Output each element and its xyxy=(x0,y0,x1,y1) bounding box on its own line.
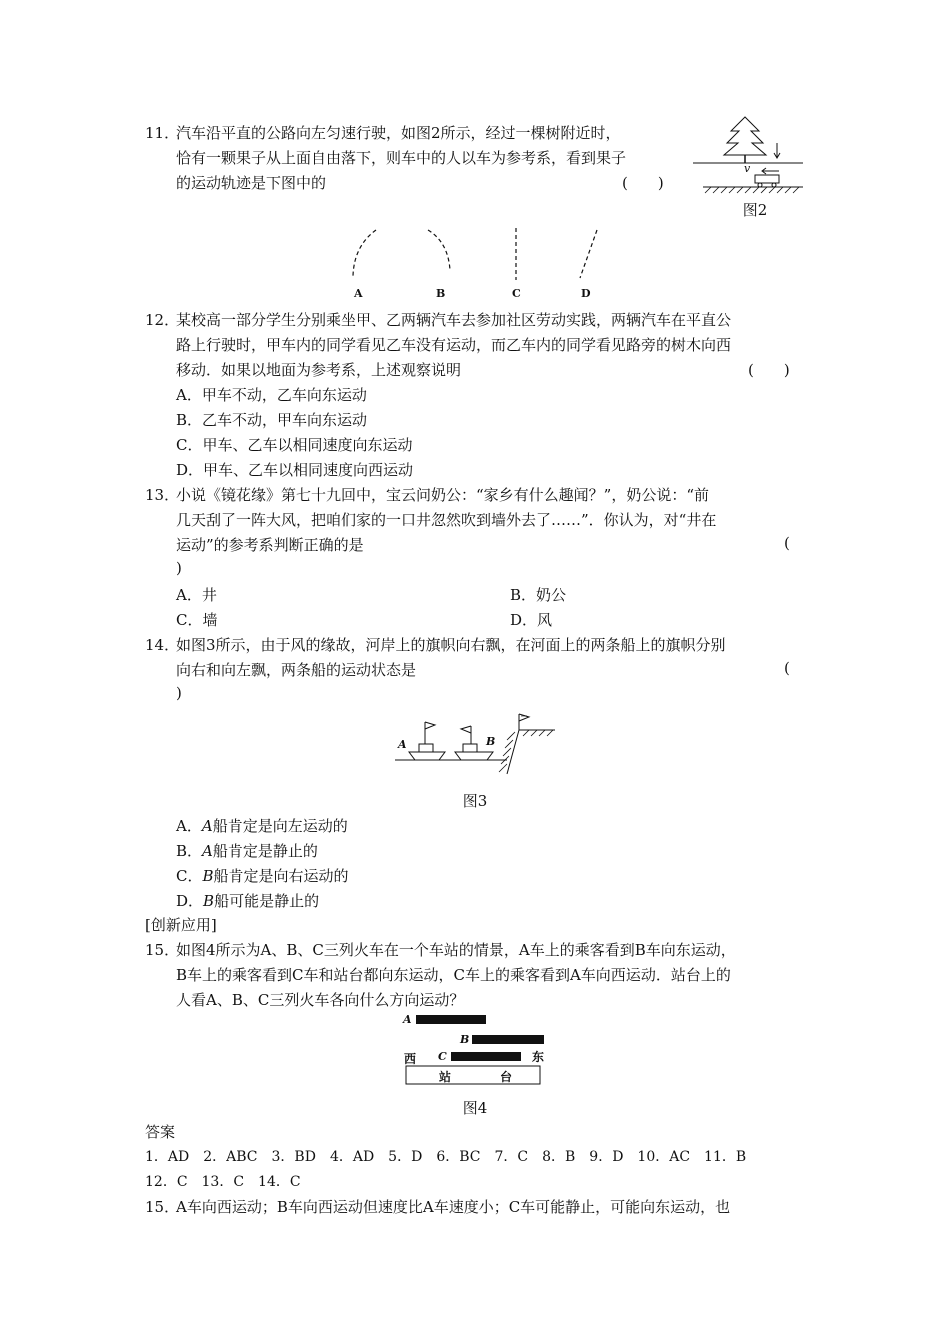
q12-answer-paren: ( ) xyxy=(748,361,790,379)
q13-option-d: D．风 xyxy=(510,611,553,629)
boat-b-icon xyxy=(455,752,493,760)
q15-number: 15． xyxy=(145,941,180,959)
figure-4-caption: 图4 xyxy=(462,1099,488,1117)
q11-choice-trajectories xyxy=(340,228,640,288)
trajectory-a xyxy=(353,230,376,276)
figure-4-east: 东 xyxy=(532,1050,545,1064)
flag-a-icon xyxy=(425,722,435,729)
q12-line-1: 某校高一部分学生分别乘坐甲、乙两辆汽车去参加社区劳动实践，两辆汽车在平直公 xyxy=(176,311,732,329)
trajectory-d xyxy=(580,230,597,278)
answers-line-2: 12．C 13．C 14．C xyxy=(145,1174,301,1190)
figure-2-tree-car xyxy=(693,115,813,195)
answers-line-3-number: 15． xyxy=(145,1198,180,1216)
q11-choice-label-c: C xyxy=(512,287,521,300)
figure-4-platform-1: 站 xyxy=(439,1070,452,1084)
bank-flag-icon xyxy=(519,714,529,721)
q11-choice-label-d: D xyxy=(581,287,591,300)
q12-option-a: A．甲车不动，乙车向东运动 xyxy=(176,386,367,404)
trajectory-b xyxy=(428,230,450,270)
q13-line-2: 几天刮了一阵大风，把咱们家的一口井忽然吹到墙外去了……”．你认为，对“井在 xyxy=(176,511,717,529)
q11-choice-label-b: B xyxy=(436,287,446,300)
q11-answer-paren: ( ) xyxy=(622,174,664,192)
answers-line-3: A车向西运动；B车向西运动但速度比A车速度小；C车可能静止，可能向东运动，也 xyxy=(176,1198,731,1216)
q12-option-d: D．甲车、乙车以相同速度向西运动 xyxy=(176,461,414,479)
q15-line-3: 人看A、B、C三列火车各向什么方向运动？ xyxy=(176,991,465,1009)
q14-number: 14． xyxy=(145,636,180,654)
q13-number: 13． xyxy=(145,486,180,504)
q14-option-a: A．A船肯定是向左运动的 xyxy=(176,817,348,835)
figure-4-label-a: A xyxy=(403,1013,412,1026)
section-heading: [创新应用] xyxy=(145,916,217,934)
boat-a-icon xyxy=(409,752,445,760)
q13-paren-open: ( xyxy=(784,534,790,552)
q14-line-2: 向右和向左飘，两条船的运动状态是 xyxy=(176,661,417,679)
platform-box xyxy=(406,1066,540,1084)
q12-number: 12． xyxy=(145,311,180,329)
q11-line-3: 的运动轨迹是下图中的 xyxy=(176,174,327,192)
figure-3-label-b: B xyxy=(486,735,496,748)
figure-2-v-label: v xyxy=(744,162,751,175)
figure-4-label-b: B xyxy=(460,1033,470,1046)
figure-4-platform-2: 台 xyxy=(500,1070,513,1084)
q12-option-c: C．甲车、乙车以相同速度向东运动 xyxy=(176,436,413,454)
q11-line-2: 恰有一颗果子从上面自由落下，则车中的人以车为参考系，看到果子 xyxy=(176,149,627,167)
q12-option-b: B．乙车不动，甲车向东运动 xyxy=(176,411,368,429)
figure-3-label-a: A xyxy=(398,738,407,751)
q14-option-b: B．A船肯定是静止的 xyxy=(176,842,318,860)
q14-paren-open: ( xyxy=(784,659,790,677)
train-a xyxy=(416,1015,486,1024)
q14-paren-close: ) xyxy=(176,684,182,702)
tree-icon xyxy=(724,117,766,155)
q15-line-1: 如图4所示为A、B、C三列火车在一个车站的情景，A车上的乘客看到B车向东运动， xyxy=(176,941,736,959)
figure-4-label-c: C xyxy=(438,1050,447,1063)
q13-option-a: A．井 xyxy=(176,586,217,604)
q14-option-c: C．B船肯定是向右运动的 xyxy=(176,867,349,885)
q12-line-3: 移动．如果以地面为参考系，上述观察说明 xyxy=(176,361,462,379)
q12-line-2: 路上行驶时，甲车内的同学看见乙车没有运动，而乙车内的同学看见路旁的树木向西 xyxy=(176,336,732,354)
q14-line-1: 如图3所示，由于风的缘故，河岸上的旗帜向右飘，在河面上的两条船上的旗帜分别 xyxy=(176,636,726,654)
answers-line-1: 1．AD 2．ABC 3．BD 4．AD 5．D 6．BC 7．C 8．B 9．D 10．AC 11．B xyxy=(145,1149,747,1165)
q13-line-1: 小说《镜花缘》第七十九回中，宝云问奶公：“家乡有什么趣闻？”，奶公说：“前 xyxy=(176,486,710,504)
answers-heading: 答案 xyxy=(145,1123,176,1141)
q14-option-d: D．B船可能是静止的 xyxy=(176,892,320,910)
q11-choice-label-a: A xyxy=(354,287,363,300)
q11-line-1: 汽车沿平直的公路向左匀速行驶，如图2所示，经过一棵树附近时， xyxy=(176,124,621,142)
q11-number: 11． xyxy=(145,124,180,142)
train-b xyxy=(472,1035,544,1044)
q13-paren-close: ) xyxy=(176,559,182,577)
q15-line-2: B车上的乘客看到C车和站台都向东运动，C车上的乘客看到A车向西运动．站台上的 xyxy=(176,966,731,984)
q13-option-c: C．墙 xyxy=(176,611,218,629)
figure-3-caption: 图3 xyxy=(462,792,488,810)
q13-line-3: 运动”的参考系判断正确的是 xyxy=(176,536,364,554)
flag-b-icon xyxy=(461,726,471,733)
figure-2-caption: 图2 xyxy=(742,201,768,219)
figure-4-west: 西 xyxy=(404,1052,417,1066)
train-c xyxy=(451,1052,521,1061)
q13-option-b: B．奶公 xyxy=(510,586,567,604)
